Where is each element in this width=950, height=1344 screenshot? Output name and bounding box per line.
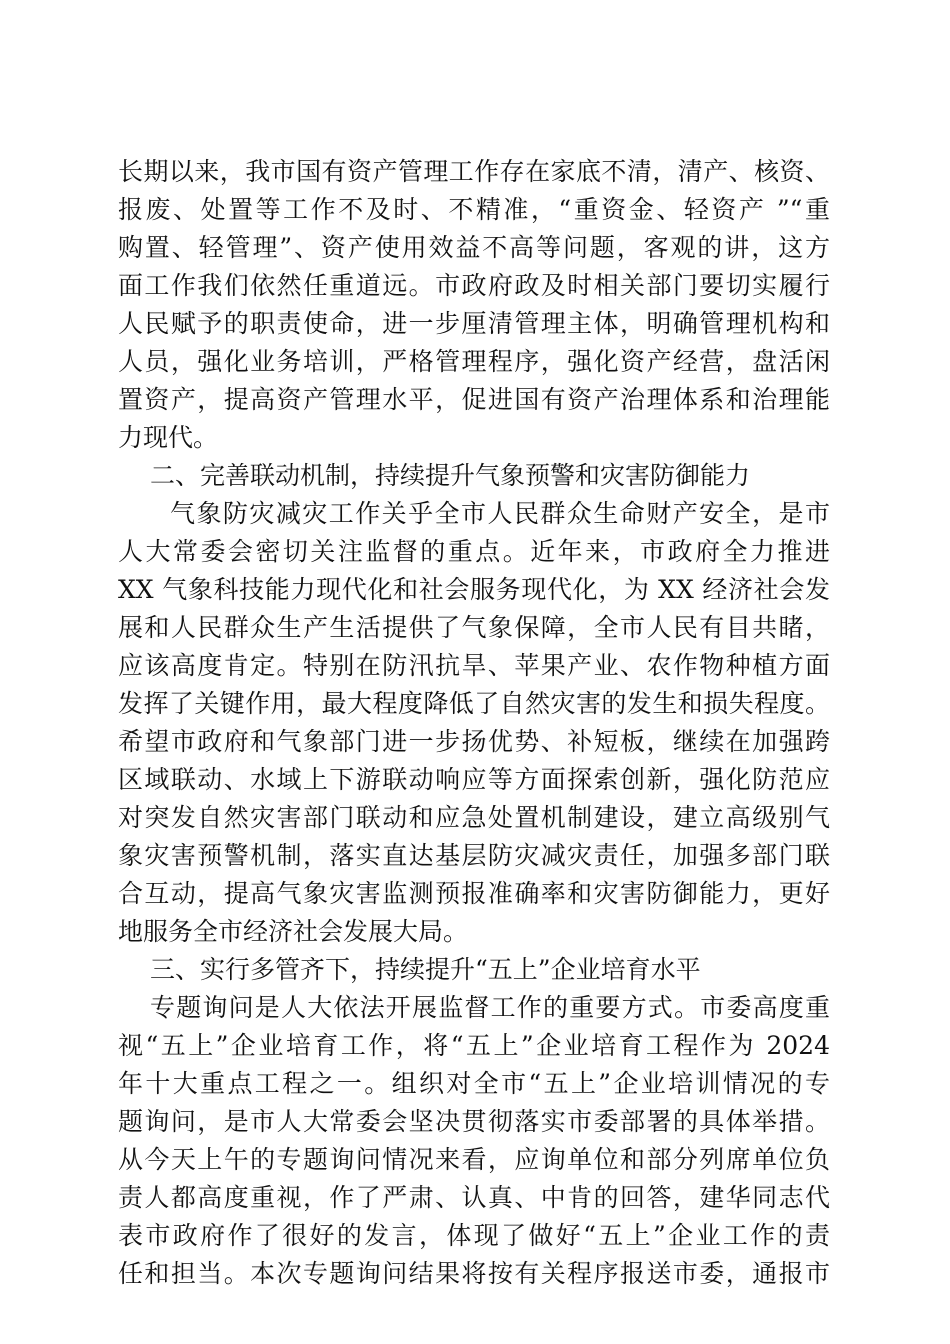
paragraph-1-line-7: 置资产，提高资产管理水平，促进国有资产治理体系和治理能: [118, 385, 830, 414]
paragraph-2-line-3: XX 气象科技能力现代化和社会服务现代化，为 XX 经济社会发: [118, 575, 830, 604]
paragraph-2-line-8: 区域联动、水域上下游联动响应等方面探索创新，强化防范应: [118, 765, 830, 794]
paragraph-3-line-4: 题询问，是市人大常委会坚决贯彻落实市委部署的具体举措。: [118, 1107, 830, 1136]
paragraph-3-line-3: 年十大重点工程之一。组织对全市“五上”企业培训情况的专: [118, 1069, 830, 1098]
paragraph-3-line-1: 专题询问是人大依法开展监督工作的重要方式。市委高度重: [150, 993, 830, 1022]
paragraph-2-line-5: 应该高度肯定。特别在防汛抗旱、苹果产业、农作物种植方面: [118, 651, 830, 680]
paragraph-1-line-4: 面工作我们依然任重道远。市政府政及时相关部门要切实履行: [118, 271, 830, 300]
paragraph-2-line-1: 气象防灾减灾工作关乎全市人民群众生命财产安全，是市: [170, 499, 830, 528]
paragraph-2-line-11: 合互动，提高气象灾害监测预报准确率和灾害防御能力，更好: [118, 879, 830, 908]
paragraph-2-line-9: 对突发自然灾害部门联动和应急处置机制建设，建立高级别气: [118, 803, 830, 832]
paragraph-1-line-3: 购置、轻管理”、资产使用效益不高等问题，客观的讲，这方: [118, 233, 830, 262]
paragraph-2-line-2: 人大常委会密切关注监督的重点。近年来，市政府全力推进: [118, 537, 830, 566]
paragraph-2-line-7: 希望市政府和气象部门进一步扬优势、补短板，继续在加强跨: [118, 727, 830, 756]
paragraph-3-line-8: 任和担当。本次专题询问结果将按有关程序报送市委，通报市: [118, 1259, 830, 1288]
paragraph-1-line-6: 人员，强化业务培训，严格管理程序，强化资产经营，盘活闲: [118, 347, 830, 376]
section-heading-3: 三、实行多管齐下，持续提升“五上”企业培育水平: [150, 955, 701, 984]
paragraph-2-line-10: 象灾害预警机制，落实直达基层防灾减灾责任，加强多部门联: [118, 841, 830, 870]
paragraph-1-line-8: 力现代。: [118, 423, 219, 452]
paragraph-3-line-7: 表市政府作了很好的发言，体现了做好“五上”企业工作的责: [118, 1221, 830, 1250]
paragraph-3-line-6: 责人都高度重视，作了严肃、认真、中肯的回答，建华同志代: [118, 1183, 830, 1212]
section-heading-2: 二、完善联动机制，持续提升气象预警和灾害防御能力: [150, 461, 751, 490]
paragraph-2-line-12: 地服务全市经济社会发展大局。: [118, 917, 469, 946]
paragraph-2-line-6: 发挥了关键作用，最大程度降低了自然灾害的发生和损失程度。: [118, 689, 830, 718]
paragraph-2-line-4: 展和人民群众生产生活提供了气象保障，全市人民有目共睹，: [118, 613, 830, 642]
paragraph-1-line-1: 长期以来，我市国有资产管理工作存在家底不清，清产、核资、: [118, 157, 830, 186]
paragraph-1-line-2: 报废、处置等工作不及时、不精准，“重资金、轻资产 ”“重: [118, 195, 830, 224]
paragraph-3-line-2: 视“五上”企业培育工作，将“五上”企业培育工程作为 2024: [118, 1031, 830, 1060]
paragraph-1-line-5: 人民赋予的职责使命，进一步厘清管理主体，明确管理机构和: [118, 309, 830, 338]
paragraph-3-line-5: 从今天上午的专题询问情况来看，应询单位和部分列席单位负: [118, 1145, 830, 1174]
